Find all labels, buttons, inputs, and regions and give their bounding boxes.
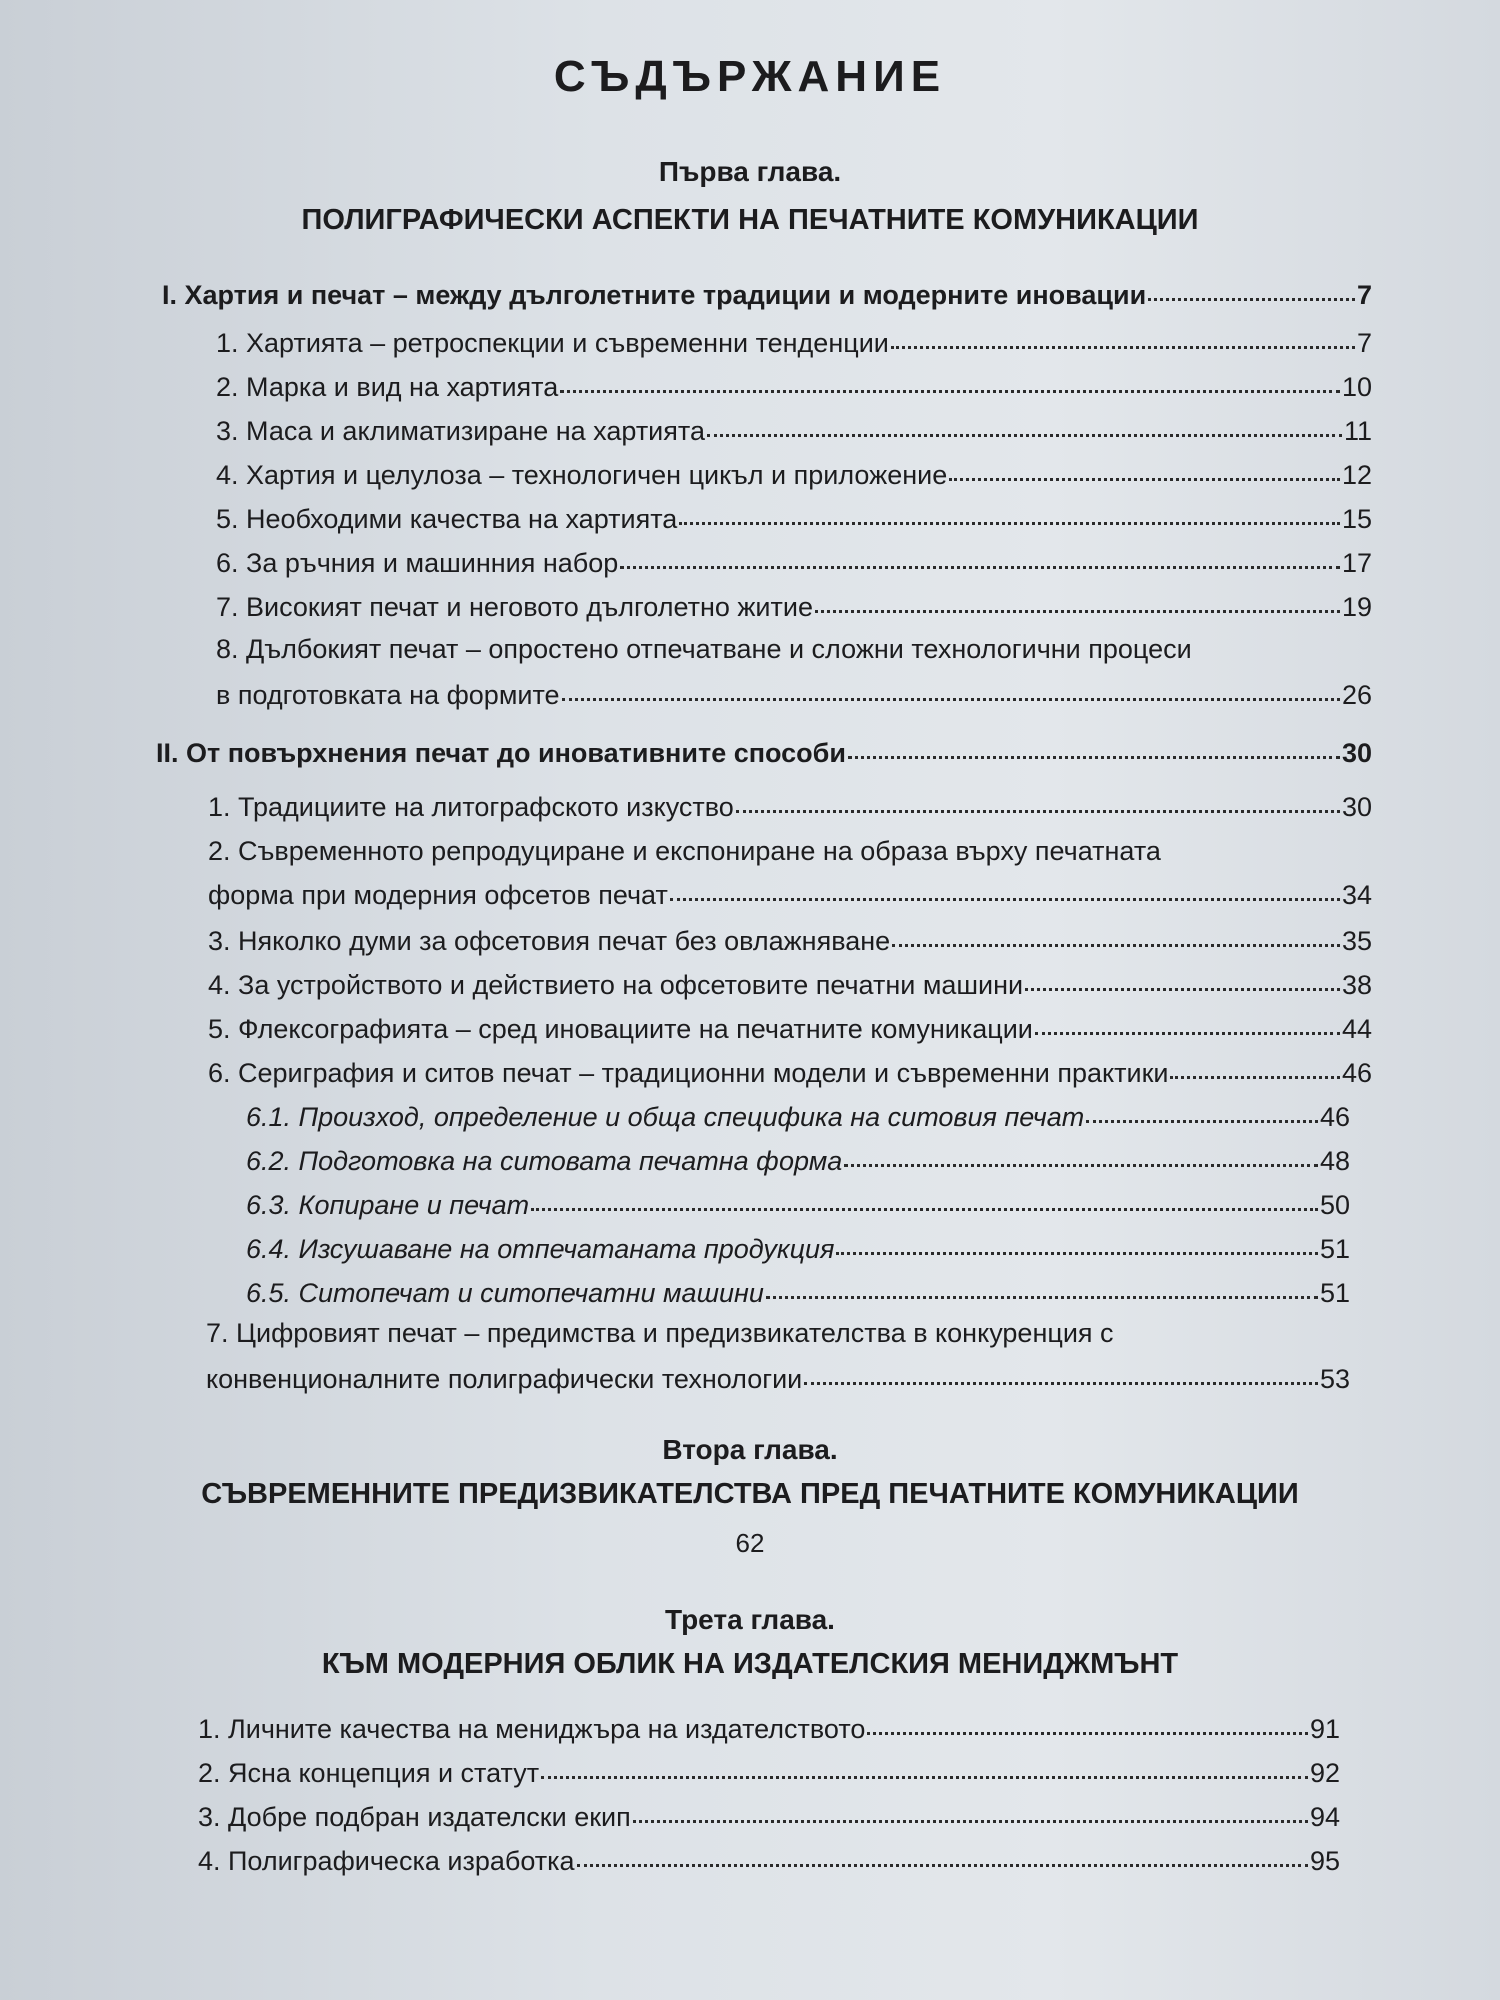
section-2: II. От повърхнения печат до иновативните способи 30: [156, 738, 1372, 768]
toc-entry: 6. За ръчния и машинния набор 17: [216, 548, 1372, 578]
toc-entry: 1. Личните качества на мениджъра на издателството 91: [198, 1714, 1340, 1744]
chapter3-title: КЪМ МОДЕРНИЯ ОБЛИК НА ИЗДАТЕЛСКИЯ МЕНИДЖМЪНТ: [321, 1648, 1179, 1680]
toc-entry-line1: 7. Цифровият печат – предимства и предизвикателства в конкуренция с: [206, 1318, 1114, 1348]
section-1: I. Хартия и печат – между дълголетните традиции и модерните иновации 7: [162, 280, 1372, 310]
chapter1-title: ПОЛИГРАФИЧЕСКИ АСПЕКТИ НА ПЕЧАТНИТЕ КОМУНИКАЦИИ: [301, 204, 1199, 236]
chapter2-page: 62: [735, 1528, 765, 1558]
toc-entry: 2. Ясна концепция и статут 92: [198, 1758, 1340, 1788]
toc-entry: 5. Необходими качества на хартията 15: [216, 504, 1372, 534]
toc-subentry: 6.5. Ситопечат и ситопечатни машини 51: [246, 1278, 1350, 1308]
toc-entry-line1: 8. Дълбокият печат – опростено отпечатване и сложни технологични процеси: [216, 634, 1192, 664]
toc-entry: 1. Хартията – ретроспекции и съвременни тенденции 7: [216, 328, 1372, 358]
toc-entry: 3. Маса и аклиматизиране на хартията 11: [216, 416, 1372, 446]
toc-entry: 6. Сериграфия и ситов печат – традиционни модели и съвременни практики 46: [208, 1058, 1372, 1088]
toc-entry-line1: 2. Съвременното репродуциране и експониране на образа върху печатната: [208, 836, 1161, 866]
toc-entry: в подготовката на формите 26: [216, 680, 1372, 710]
toc-subentry: 6.3. Копиране и печат 50: [246, 1190, 1350, 1220]
toc-entry: 4. Полиграфическа изработка 95: [198, 1846, 1340, 1876]
toc-entry: 4. Хартия и целулоза – технологичен цикъл и приложение 12: [216, 460, 1372, 490]
toc-entry: конвенционалните полиграфически технологии 53: [206, 1364, 1350, 1394]
toc-entry: 7. Високият печат и неговото дълголетно житие 19: [216, 592, 1372, 622]
toc-entry: 4. За устройството и действието на офсетовите печатни машини 38: [208, 970, 1372, 1000]
toc-entry: 3. Няколко думи за офсетовия печат без овлажняване 35: [208, 926, 1372, 956]
chapter3-label: Трета глава.: [665, 1604, 835, 1635]
chapter1-label: Първа глава.: [658, 156, 842, 187]
page-title: СЪДЪРЖАНИЕ: [553, 52, 947, 101]
toc-entry: 5. Флексографията – сред иновациите на печатните комуникации 44: [208, 1014, 1372, 1044]
toc-subentry: 6.2. Подготовка на ситовата печатна форма 48: [246, 1146, 1350, 1176]
toc-entry: 1. Традициите на литографското изкуство 30: [208, 792, 1372, 822]
toc-subentry: 6.4. Изсушаване на отпечатаната продукция 51: [246, 1234, 1350, 1264]
toc-subentry: 6.1. Произход, определение и обща специфика на ситовия печат 46: [246, 1102, 1350, 1132]
chapter2-label: Втора глава.: [662, 1434, 838, 1465]
toc-entry: 3. Добре подбран издателски екип 94: [198, 1802, 1340, 1832]
toc-entry: форма при модерния офсетов печат 34: [208, 880, 1372, 910]
chapter2-title: СЪВРЕМЕННИТЕ ПРЕДИЗВИКАТЕЛСТВА ПРЕД ПЕЧАТНИТЕ КОМУНИКАЦИИ: [201, 1478, 1299, 1510]
toc-entry: 2. Марка и вид на хартията 10: [216, 372, 1372, 402]
